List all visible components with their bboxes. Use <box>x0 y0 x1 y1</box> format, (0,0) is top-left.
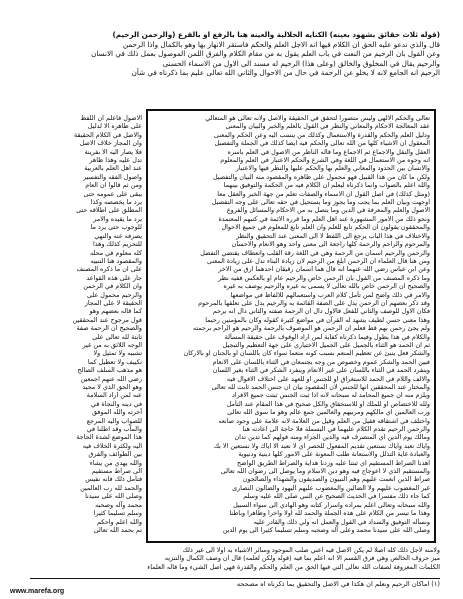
commentary-line: والله اعلم بالصواب وانما ذكرناه ليعلم ان الكلام فيه من الحكمة والتوفيق بينهما <box>223 181 430 190</box>
side-line: بين الطوائف والفرق <box>88 450 142 459</box>
commentary-line: والرحمن والرحيم اسمان من الرحمة وهي في اللغة رقة القلب وانعطاف يقتضي التفضل <box>200 248 430 257</box>
commentary-line: (ومثل كذلك) في اصل القول ان الاسماء والصفات تعلم من جهة الخبر والعقل معا <box>217 189 430 198</box>
bottom-line: ميز حروف الخالص وهي فرق القسم الا انه اعلم بما فيه (قوله ولكن لعلمه) قال ان وصف الكمال والتنزيه <box>164 554 440 563</box>
side-line: رضي الله عنهم اجمعين <box>80 374 142 383</box>
commentary-line: والانسان بين الحدود والمعاني والعلم بها والحكم عليها والنظر فيها والاعتبار <box>235 164 430 173</box>
side-line: والرحيم محمول على <box>87 290 142 299</box>
commentary-line: وقد ذكر بعضهم ان الرحمن يدل على الصفة القائمة به والرحيم يدل على تعلقها بالمرحوم <box>198 298 430 307</box>
side-line: على ظاهره الا لدليل <box>87 122 142 131</box>
side-line: تكييف ولا تعطيل كما <box>87 357 142 366</box>
commentary-line: وهذا معنى حسن لطيف يشهد له القرآن في مواضع كثيرة كقوله وكان بالمؤمنين رحيما <box>205 315 430 324</box>
commentary-line: والمختار عند المحققين انها للجنس لان المقصود بيان ان جنس الحمد ثابت لله تعالى <box>211 383 430 391</box>
commentary-line: ونسأله التوفيق والسداد في القول والعمل انه ولي ذلك والقادر عليه <box>253 517 430 526</box>
commentary-line: اهدنا الصراط المستقيم اي ثبتنا عليه وزدنا هداية والصراط الطريق الواضح <box>236 458 430 467</box>
side-line: كما قاله بعضهم وهو <box>89 307 142 316</box>
commentary-line: وما ذكره المصنف من القول بان الرحمن خاص والرحيم عام او بالعكس ففيه نظر <box>218 273 430 282</box>
commentary-line: ودليل العلم والحكم والقدرة والاستعمال وكذلك من ينسب اليه وعن الحكم والمعنى <box>214 130 430 139</box>
commentary-line: والصحيح ان الرحمن خاص بالله تعالى لا يسمى به غيره والرحيم يوصف به غيره <box>223 282 430 291</box>
top-line: وعن القول بان الرحيم من النعت في باب العلم يقول به من مقام الكلام والفرق اللمن الموصول بعمل ذلك في الانسان <box>91 49 440 58</box>
side-line: الى صراط مستقيم <box>91 467 142 476</box>
bottom-line: الكلمات المعروفة لصفات الله تعالى التي فيها الحق من العلم والحكم والقدرة فهي اصل الشيء وما قاله العلماء <box>147 562 440 571</box>
side-line: محمد وآله وصحبه <box>95 500 142 509</box>
commentary-box <box>146 109 436 543</box>
commentary-line: وينفرد الحمد في الثناء باللسان على غير الانعام وينفرد الشكر في الثناء بغير اللسان <box>212 366 430 375</box>
side-line: جار على هذه القواعد <box>86 273 142 282</box>
side-line: وسلم تسليما كثيرا <box>93 509 142 518</box>
commentary-line: والعبادة غاية التذلل والاستعانة طلب المعونة على الامور كلها دينية ودنيوية <box>238 450 430 459</box>
side-line: والله اعلم واحكم <box>97 517 142 526</box>
side-line: ثابتة لله تعالى على <box>92 332 142 341</box>
commentary-line: المعقول ان الاشياء كلها من الله تعالى والحكم فيه ايضا كذلك في الجملة والتفصيل <box>214 139 430 148</box>
side-line: يرد ما يخصصه وكذا <box>90 198 142 207</box>
commentary-line: ومن هنا قال العلماء ان الرحمن ابلغ من الرحيم لان زيادة البناء تدل على زيادة المعنى <box>207 256 430 265</box>
footnote <box>30 580 440 590</box>
commentary-line: ورب العالمين اي مالكهم ومربيهم والعالمين جمع عالم وهو ما سوى الله تعالى <box>227 408 430 417</box>
commentary-line: والالف واللام في الحمد للاستغراق او للجنس او للعهد على اختلاف الاقوال فيه <box>226 374 430 383</box>
commentary-line: انه وجوه من الاستعمال في اللغة وفي الشرع والحكم الاعتبار في العلم والمعلوم <box>220 156 430 165</box>
commentary-line: ومالك يوم الدين اي المتصرف فيه والدين الجزاء ومنه قولهم كما تدين تدان <box>234 433 430 442</box>
commentary-line: والاختلاف في هذا الباب يرجع الى اللفظ لا الى المعنى عند التحقيق والنظر <box>236 231 430 240</box>
commentary-line: الاصول والعلم والمعرفة في الدين وما يتصل به من الاحكام والمسائل والفروع <box>226 206 430 215</box>
commentary-line: والمستقيم الذي لا اعوجاج فيه وهو دين الاسلام وما يوصل الى رضوان الله تعالى <box>220 467 430 476</box>
side-line: والله يهدي من يشاء <box>89 458 142 467</box>
side-line: والاصل في الكلام الحقيقة <box>74 130 142 139</box>
commentary-line: عقد المعالجة الاحكام والمعاني والنظر في القول بالعلم والخبر والبيان والمعنى <box>225 122 430 131</box>
side-line: وان الكلام في الرحمن <box>83 282 142 291</box>
side-line: والحمد لله رب العالمين <box>80 483 142 492</box>
commentary-line: ولم يجئ رحمن بهم قط فعلم ان الرحمن هو الموصوف بالرحمة والرحيم هو الراحم برحمته <box>192 324 430 333</box>
top-line: الرحيم انه الجامع لانه لا يخلو عن الرحمة في حال من الاحوال والثاني الله تعالى عليم بما ذكرناه في شأن <box>131 68 440 77</box>
commentary-line: والشكر فعل ينبئ عن تعظيم المنعم بسبب كونه منعما سواء كان باللسان او بالجنان او بالاركان <box>183 349 430 358</box>
side-line: يبقى على عمومه حتى <box>83 189 142 198</box>
commentary-line: واياك نعبد واياك نستعين تقديم المفعول للحصر اي لا نعبد الا اياك ولا نستعين الا بك <box>213 441 430 450</box>
commentary-line: ثم ان الحمد هو الثناء بالجميل على الجميل الاختياري على جهة التعظيم والتبجيل <box>222 340 430 349</box>
side-line: تدل عليه وهذا ظاهر <box>89 156 142 165</box>
commentary-line: ويلزم منه ان جميع المحامد له سبحانه لانه اذا ثبت الجنس ثبتت جميع الافراد <box>232 391 430 400</box>
top-line: قال والذي ندعو عليه الحق ان الكلام فيها انه الاجل العلم والحكم فاستقر الانهار بها وهو بالكمال واذا الرحمن <box>122 39 440 49</box>
commentary-line: وهذا ما تيسر من الكلام على هذه الجملة والحمد لله اولا واخرا وظاهرا وباطنا <box>229 509 430 518</box>
commentary-line: وعن ابن عباس رضي الله عنهما انه قال هما اسمان رقيقان احدهما ارق من الاخر <box>218 265 430 274</box>
side-line: للوجوب حتى يرد ما <box>90 223 142 232</box>
side-line: اليه ولكثرة الخلاف فيه <box>82 441 142 450</box>
watermark-url: www.marefa.org <box>10 588 65 595</box>
side-line: المطلق على اطلاقه حتى <box>76 206 142 215</box>
side-line: والمآب وقد اطلنا في <box>86 425 142 434</box>
side-line: تم بحمد الله تعالى <box>93 525 142 534</box>
bottom-line: ولامنه لاجل ذلك كله اصلا لم يكن الاصل فيه اعني صلب الموجود وسائر الاشياء به اولا الى غير ذلك <box>182 546 440 554</box>
footnote-text: (١) اماكان الرحيم ونعلم ان هكذا في الاصل والتحقيق بما ذكرناه اه مصححه <box>236 580 440 588</box>
side-column-text <box>30 114 142 544</box>
side-line: وهو الحق الذي لا محيد <box>82 383 142 391</box>
side-line: وصلى الله على سيدنا <box>85 492 142 501</box>
commentary-line: والرحمن الرحيم تقدم الكلام عليهما في البسملة فلا حاجة الى اعادته هنا <box>242 425 430 434</box>
commentary-line: والله سبحانه وتعالى اعلم بمراده واسرار كتابه وهو الهادي الى سواء السبيل <box>233 500 430 509</box>
top-line: والرحيم يقال في المخلوق والخالق (وعلى هذا) الرحيم له مسند الى الاول من الاسماء الحسنى <box>162 58 440 68</box>
commentary-line: وصلى الله على سيدنا محمد وعلى آله وصحبه وسلم تسليما كثيرا الى يوم الدين <box>222 525 430 534</box>
commentary-line: ونحو ذلك من الامور المشهورة عند اهل العلم وما قرره الائمة في كتبهم المعتمدة <box>218 214 430 223</box>
side-line: والصحيح ان الرحمة صفة <box>76 324 142 333</box>
top-text-block <box>30 30 440 110</box>
side-line: في دينه والنجاة في <box>91 399 142 408</box>
side-line: للتحريم كذلك وهذا <box>92 240 142 249</box>
commentary-line: العقل والنقل والاجماع ثم الاجماع وما قاله الناظر من الاصول في العلم باسره <box>227 147 430 156</box>
side-line: ومن ثم قالوا ان العام <box>85 181 142 190</box>
side-line: عند اهل العلم بالعربية <box>84 164 142 173</box>
side-line: يصرفه عنه والنهي <box>94 231 142 240</box>
side-line: والمقصود هنا التنبيه <box>90 256 142 265</box>
commentary-line: كما جاء ذلك مفسرا في الحديث الصحيح عن النبي صلى الله عليه وسلم <box>243 492 430 501</box>
commentary-line: تعالى والحكم الالهي وليس متصورا لتحقق في الحقيقة والاصل ولانه تعالى هو المتعالي <box>205 114 430 122</box>
commentary-line: فكان الاول للوصف والثاني للفعل فالاول دال ان الرحمة صفته والثاني دال انه يرحم <box>212 307 430 316</box>
commentary-line: غير المغضوب عليهم ولا الضالين والمغضوب عليهم اليهود والضالون النصارى <box>232 483 430 492</box>
side-line: هذا الموضع لشدة الحاجة <box>76 433 142 442</box>
commentary-text <box>152 114 430 534</box>
side-line: فتأمل ذلك فانه نفيس <box>85 475 142 484</box>
side-line: الاصول فاعلم ان اللفظ <box>80 114 142 122</box>
side-line: آخرته والله الموفق <box>92 408 142 417</box>
side-line: على ان ما ذكره المصنف <box>76 265 142 274</box>
commentary-line: ولله للاختصاص او للملك او للاستحقاق والكل صحيح في هذا المقام عند التأمل <box>226 399 430 408</box>
side-line: فلا يصار اليه الا بقرينة <box>84 147 142 156</box>
side-line: كله معلوم في محله <box>89 248 142 257</box>
side-line: قول مرجوح عند المحققين <box>72 315 142 324</box>
side-line: عنه لمن اراد السلامة <box>86 391 142 400</box>
side-line: يرد ما يقيده والامر <box>93 214 142 223</box>
commentary-line: والمحققون يقولون ان الحكم تابع للعلم وان العلم تابع للمعلوم في جميع الاحوال <box>221 223 430 232</box>
commentary-line: والكلام في هذا يطول وفيما ذكرناه كفاية لمن اراد الوقوف على حقيقة المسألة <box>224 332 430 341</box>
side-line: هو مذهب السلف الصالح <box>77 366 142 375</box>
side-line: تشبيه ولا تمثيل ولا <box>93 349 142 358</box>
side-line: للصواب واليه المرجع <box>86 416 142 425</box>
commentary-line: والامر في ذلك واضح لمن تأمل كلام العرب واستعمالهم للالفاظ في مواضعها <box>230 290 430 299</box>
side-line: واصول الفقه والتفسير <box>82 172 142 181</box>
commentary-line: اوجهت وبيان العلم بما يجب وما يجوز وما يستحيل في حقه تعالى على وجه التفصيل <box>211 198 430 207</box>
commentary-line: فبين الحمد والشكر عموم وخصوص من وجه يجتمعان في الثناء باللسان على الانعام <box>212 357 430 366</box>
commentary-line: صراط الذين انعمت عليهم وهم النبيون والصديقون والشهداء والصالحون <box>242 475 430 484</box>
side-line: الوجه اللائق به من غير <box>82 340 142 349</box>
commentary-line: واختلف في اشتقاقه فقيل من العلم وقيل من العلامة لانه علامة على وجود صانعه <box>218 416 430 425</box>
top-line: (قوله ثلاث حقائق بشهود بعينه) الكنايه الحلالية والعينه هنا بالرفع او بالقرع (والرحمن الرحيم) <box>112 30 440 39</box>
footnote-divider <box>30 578 440 579</box>
commentary-line: والمرحوم والراحم والرحمة كلها راجعة الى معنى واحد وهو الانعام والاحسان <box>231 240 430 249</box>
side-line: الحقيقة لا على المجاز <box>84 298 142 307</box>
side-line: وان المجاز خلاف الاصل <box>79 139 142 148</box>
commentary-line: ولكن ما كان من هذا القبيل فهو محمول على ظاهره والمقصود منه البيان والتفصيل <box>212 172 430 181</box>
